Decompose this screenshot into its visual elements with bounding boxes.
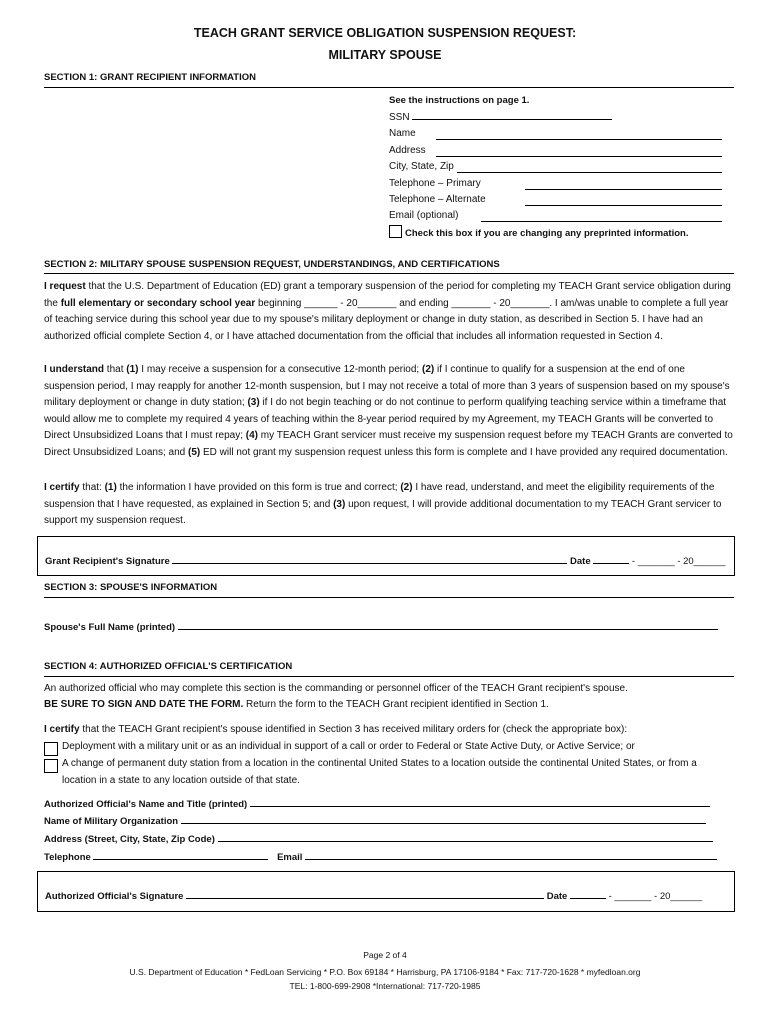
deployment-label: Deployment with a military unit or as an individual in support of a call or order to Federal or State Active Duty, or Active Service; or — [62, 741, 635, 752]
official-address-label: Address (Street, City, State, Zip Code) — [44, 834, 215, 845]
official-email-label: Email — [277, 852, 303, 863]
official-contact-row — [44, 850, 717, 867]
city-row — [389, 159, 724, 176]
recipient-signature-field[interactable] — [172, 563, 567, 564]
official-signature-box — [37, 871, 735, 912]
official-signature-row — [45, 889, 702, 906]
address-label: Address — [389, 145, 426, 156]
item-number: (2) — [421, 364, 435, 375]
section2-heading: SECTION 2: MILITARY SPOUSE SUSPENSION REQUEST, UNDERSTANDINGS, AND CERTIFICATIONS — [44, 259, 500, 270]
duty-station-checkbox[interactable] — [44, 759, 58, 773]
tel-primary-field[interactable] — [525, 176, 722, 190]
understand-text: if I do not begin teaching or do not continue to perform qualifying teaching service within a timeframe that would allow me to complete my required 4 years of teaching within the 8-year period required by my Agreement, my TEACH Grants will be converted to Direct Unsubsidized Loans that I must repay; — [44, 397, 727, 441]
certify-text: upon request, I will provide additional documentation to my TEACH Grant servicer to support my suspension request. — [44, 498, 722, 526]
section1-heading: SECTION 1: GRANT RECIPIENT INFORMATION — [44, 72, 256, 83]
tel-primary-label: Telephone – Primary — [389, 178, 481, 189]
certify-text: I have read, understand, and meet the eligibility requirements of the suspension that I have requested, as explained in Section 5; and — [44, 482, 715, 510]
official-telephone-label: Telephone — [44, 852, 91, 863]
official-date-label: Date — [546, 891, 568, 902]
request-text: that the U.S. Department of Education (ED) grant a temporary suspension of the period for completing my TEACH Grant service obligation during the — [44, 281, 731, 309]
city-label: City, State, Zip — [389, 161, 454, 172]
item-number: (3) — [333, 498, 346, 510]
org-label: Name of Military Organization — [44, 816, 179, 827]
certify-text: that: — [79, 482, 105, 493]
ssn-field[interactable] — [412, 119, 612, 120]
official-signature-field[interactable] — [186, 898, 544, 899]
official-name-label: Authorized Official's Name and Title (printed) — [44, 799, 248, 810]
page-number: Page 2 of 4 — [363, 950, 407, 960]
spouse-name-label: Spouse's Full Name (printed) — [44, 622, 176, 633]
org-field[interactable] — [181, 823, 706, 824]
understand-text: my TEACH Grant servicer must receive my suspension request before my TEACH Grants are converted to Direct Unsubsidized Loans; and — [44, 430, 733, 458]
change-info-checkbox[interactable] — [389, 225, 402, 238]
be-sure-text: Return the form to the TEACH Grant recipient identified in Section 1. — [243, 699, 549, 710]
divider — [44, 676, 734, 677]
official-intro: An authorized official who may complete this section is the commanding or personnel officer of the TEACH Grant recipient's spouse. — [44, 683, 628, 694]
be-sure-note — [44, 697, 734, 714]
official-address-row — [44, 832, 713, 849]
divider — [44, 597, 734, 598]
official-certify-lead: I certify — [44, 724, 80, 735]
item-number: (1) — [126, 364, 139, 375]
recipient-date-field[interactable] — [593, 563, 629, 564]
recipient-date-label: Date — [570, 556, 591, 567]
address-field[interactable] — [436, 143, 722, 157]
email-label: Email (optional) — [389, 210, 459, 221]
request-text-rest: beginning ______ - 20_______ and ending _______ - 20_______. I am/was unable to complete a full year of teaching service during this school year due to my spouse's military deployment or change in duty station, as described in Section 5. I have had an authorized official complete Section 4, or I have attached documentation from the official that includes all information requested in Section 4. — [44, 297, 729, 342]
item-number: (1) — [104, 482, 117, 493]
name-field[interactable] — [436, 126, 722, 140]
name-row — [389, 126, 724, 143]
understand-lead: I understand — [44, 364, 105, 375]
section4-heading: SECTION 4: AUTHORIZED OFFICIAL'S CERTIFICATION — [44, 661, 293, 672]
duty-station-label: A change of permanent duty station from a location in the continental United States to a location outside the continental United States, or from a location in a state to any location outside of that state. — [62, 758, 697, 786]
official-certify-text: that the TEACH Grant recipient's spouse identified in Section 3 has received military orders for (check the appropriate box): — [79, 724, 628, 735]
divider — [44, 87, 734, 88]
certify-lead: I certify — [44, 482, 80, 493]
school-year-text: full elementary or secondary school year — [60, 297, 256, 309]
spouse-name-row — [44, 620, 718, 637]
official-signature-label: Authorized Official's Signature — [45, 891, 184, 902]
official-date-field[interactable] — [570, 898, 606, 899]
official-name-field[interactable] — [250, 806, 710, 807]
footer-phone: TEL: 1-800-699-2908 *International: 717-720-1985 — [289, 981, 481, 991]
recipient-signature-row — [45, 554, 725, 571]
item-number: (3) — [247, 397, 260, 408]
section3-heading: SECTION 3: SPOUSE'S INFORMATION — [44, 582, 218, 593]
option-row-1 — [44, 742, 58, 756]
tel-alternate-label: Telephone – Alternate — [389, 194, 486, 205]
recipient-signature-label: Grant Recipient's Signature — [45, 556, 170, 567]
divider — [44, 273, 734, 274]
official-address-field[interactable] — [218, 841, 713, 842]
instructions-note: See the instructions on page 1. — [389, 95, 530, 106]
item-number: (4) — [245, 430, 258, 441]
understand-text: if I continue to qualify for a suspension at the end of one suspension period, I may reapply for another 12-month suspension, but I may not receive a total of more than 3 years of suspension based on my spouse's military deployment or change in duty station; — [44, 364, 730, 408]
org-row — [44, 814, 706, 831]
form-title: TEACH GRANT SERVICE OBLIGATION SUSPENSION REQUEST: — [193, 26, 577, 40]
understand-text: I may receive a suspension for a consecutive 12-month period; — [138, 364, 422, 375]
change-info-row — [389, 225, 688, 243]
official-email-field[interactable] — [305, 859, 717, 860]
understand-paragraph — [44, 362, 734, 461]
ssn-row — [389, 110, 612, 127]
option-row-2 — [44, 759, 58, 773]
request-lead: I request — [44, 281, 86, 292]
form-subtitle: MILITARY SPOUSE — [328, 48, 442, 62]
tel-alternate-row — [389, 192, 724, 209]
item-number: (5) — [187, 446, 201, 458]
certify-paragraph — [44, 480, 734, 530]
change-info-label: Check this box if you are changing any preprinted information. — [405, 228, 689, 239]
recipient-date-suffix: - _______ - 20______ — [631, 556, 726, 567]
understand-text: that — [104, 364, 127, 375]
official-date-suffix: - _______ - 20______ — [608, 891, 703, 902]
email-row — [389, 208, 724, 225]
address-row — [389, 143, 724, 160]
recipient-signature-box — [37, 536, 735, 576]
email-field[interactable] — [481, 208, 722, 222]
certify-text: the information I have provided on this form is true and correct; — [116, 482, 401, 493]
official-telephone-field[interactable] — [93, 859, 268, 860]
request-paragraph — [44, 279, 734, 345]
deployment-checkbox[interactable] — [44, 742, 58, 756]
name-label: Name — [389, 128, 416, 139]
ssn-label: SSN — [389, 112, 410, 123]
tel-primary-row — [389, 176, 724, 193]
tel-alternate-field[interactable] — [525, 192, 722, 206]
footer-address: U.S. Department of Education * FedLoan Servicing * P.O. Box 69184 * Harrisburg, PA 17106-9184 * Fax: 717-720-1628 * myfedloan.org — [129, 967, 641, 977]
official-name-row — [44, 797, 710, 814]
understand-text: ED will not grant my suspension request unless this form is complete and I have provided any required documentation. — [200, 446, 728, 458]
spouse-name-field[interactable] — [178, 629, 718, 630]
be-sure-lead: BE SURE TO SIGN AND DATE THE FORM. — [44, 699, 244, 710]
official-certify — [44, 722, 734, 739]
item-number: (2) — [400, 482, 413, 493]
city-field[interactable] — [457, 159, 722, 173]
